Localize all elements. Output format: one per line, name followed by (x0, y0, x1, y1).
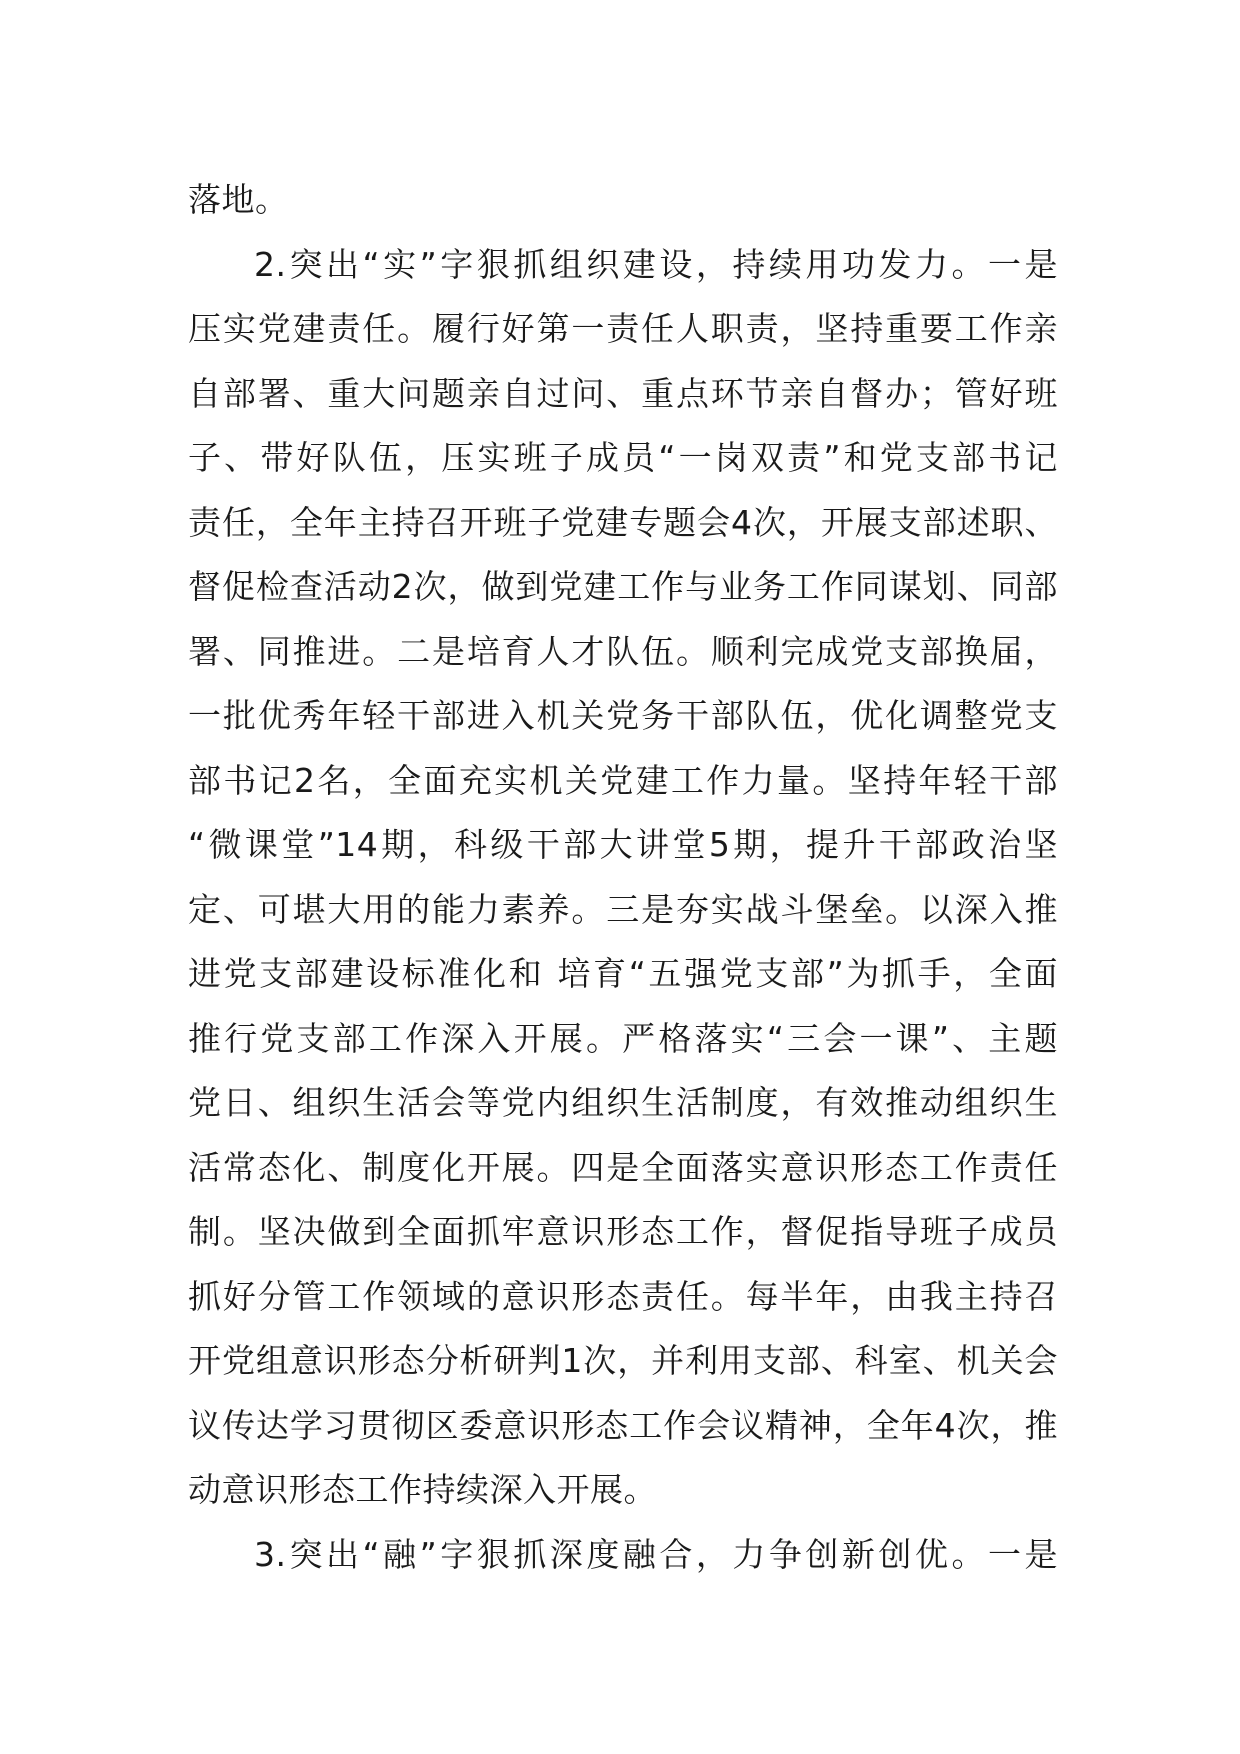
text-line: 推行党支部工作深入开展。严格落实“三会一课”、主题 (188, 1018, 1058, 1058)
text-line: 制。坚决做到全面抓牢意识形态工作，督促指导班子成员 (188, 1212, 1058, 1251)
text-line: 2.突出“实”字狠抓组织建设，持续用功发力。一是 (254, 244, 1058, 284)
text-line: 督促检查活动2次，做到党建工作与业务工作同谋划、同部 (188, 567, 1058, 606)
text-line: 子、带好队伍，压实班子成员“一岗双责”和党支部书记 (188, 438, 1058, 477)
text-line: 党日、组织生活会等党内组织生活制度，有效推动组织生 (188, 1083, 1058, 1122)
text-line: 抓好分管工作领域的意识形态责任。每半年，由我主持召 (188, 1276, 1058, 1316)
text-line: 自部署、重大问题亲自过问、重点环节亲自督办；管好班 (188, 373, 1058, 413)
text-line: 一批优秀年轻干部进入机关党务干部队伍，优化调整党支 (188, 696, 1058, 735)
text-line: 活常态化、制度化开展。四是全面落实意识形态工作责任 (188, 1147, 1058, 1187)
text-line: 开党组意识形态分析研判1次，并利用支部、科室、机关会 (188, 1341, 1058, 1380)
text-line: 议传达学习贯彻区委意识形态工作会议精神，全年4次，推 (188, 1405, 1058, 1445)
text-line: 落地。 (188, 180, 289, 219)
body-text (188, 168, 1058, 1587)
text-line: “微课堂”14期，科级干部大讲堂5期，提升干部政治坚 (188, 825, 1058, 864)
text-line: 动意识形态工作持续深入开展。 (188, 1470, 657, 1509)
text-line: 压实党建责任。履行好第一责任人职责，坚持重要工作亲 (188, 309, 1058, 348)
text-line: 署、同推进。二是培育人才队伍。顺利完成党支部换届， (188, 631, 1058, 671)
text-line: 部书记2名，全面充实机关党建工作力量。坚持年轻干部 (188, 760, 1058, 800)
text-line: 责任，全年主持召开班子党建专题会4次，开展支部述职、 (188, 502, 1058, 542)
text-line: 进党支部建设标准化和 培育“五强党支部”为抓手，全面 (188, 954, 1058, 993)
text-line: 定、可堪大用的能力素养。三是夯实战斗堡垒。以深入推 (188, 889, 1058, 929)
text-line: 3.突出“融”字狠抓深度融合，力争创新创优。一是 (254, 1534, 1058, 1574)
